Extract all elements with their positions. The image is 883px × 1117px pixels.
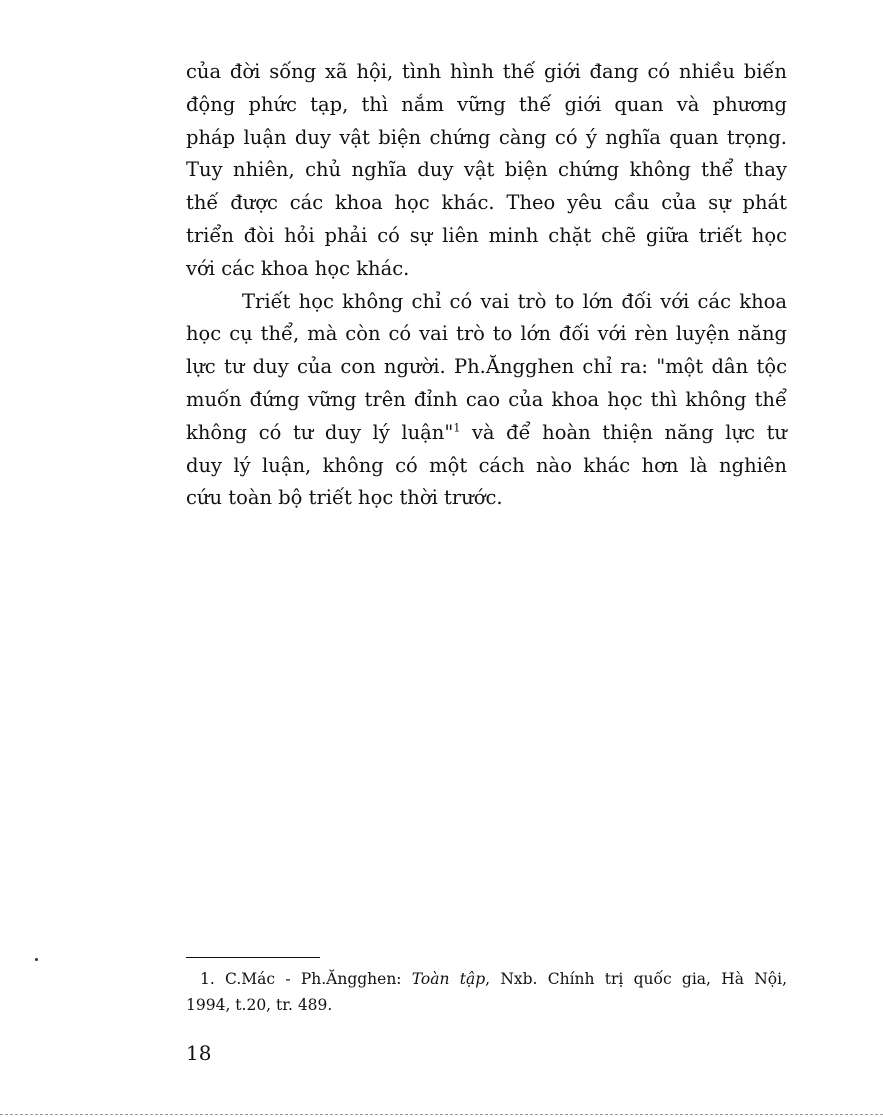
- stray-mark: [35, 958, 38, 961]
- text-line: cứu toàn bộ triết học thời trước.: [186, 486, 503, 510]
- footnote-work-title: Toàn tập: [411, 970, 486, 988]
- text-line: muốn đứng vững trên đỉnh cao của khoa học thì không thể: [186, 387, 787, 411]
- text-line-with-note: [186, 417, 787, 450]
- footnote-publisher: , Nxb. Chính trị quốc gia, Hà Nội,: [485, 970, 787, 988]
- footnote-marker: 1: [453, 421, 461, 435]
- page-number: 18: [186, 1041, 212, 1065]
- footnote-number: 1.: [200, 970, 215, 988]
- text-line: Triết học không chỉ có vai trò to lớn đối với các khoa: [242, 289, 787, 313]
- text-line: pháp luận duy vật biện chứng càng có ý nghĩa quan trọng.: [186, 125, 787, 149]
- text-line: học cụ thể, mà còn có vai trò to lớn đối với rèn luyện năng: [186, 322, 787, 346]
- footnote: [186, 966, 787, 1018]
- footnote-separator: [186, 957, 320, 958]
- text-segment: không có tư duy lý luận": [186, 420, 454, 444]
- text-line: lực tư duy của con người. Ph.Ăngghen chỉ ra: "một dân tộc: [186, 355, 787, 379]
- body-text: [186, 56, 787, 515]
- text-line: duy lý luận, không có một cách nào khác hơn là nghiên: [186, 453, 787, 477]
- paragraph-1: [186, 56, 787, 286]
- text-line: Tuy nhiên, chủ nghĩa duy vật biện chứng không thể thay: [186, 158, 787, 182]
- page-bottom-border: [0, 1114, 883, 1115]
- text-line: triển đòi hỏi phải có sự liên minh chặt chẽ giữa triết học: [186, 223, 787, 247]
- footnote-line: 1994, t.20, tr. 489.: [186, 996, 333, 1014]
- footnote-authors: C.Mác - Ph.Ăngghen:: [214, 970, 412, 988]
- paragraph-2: [186, 286, 787, 516]
- footnote-line: [186, 966, 787, 992]
- text-line: thế được các khoa học khác. Theo yêu cầu của sự phát: [186, 191, 787, 215]
- text-line: của đời sống xã hội, tình hình thế giới đang có nhiều biến: [186, 60, 787, 83]
- text-line: với các khoa học khác.: [186, 256, 410, 280]
- text-line: động phức tạp, thì nắm vững thế giới quan và phương: [186, 92, 787, 116]
- text-segment: và để hoàn thiện năng lực tư: [460, 420, 787, 444]
